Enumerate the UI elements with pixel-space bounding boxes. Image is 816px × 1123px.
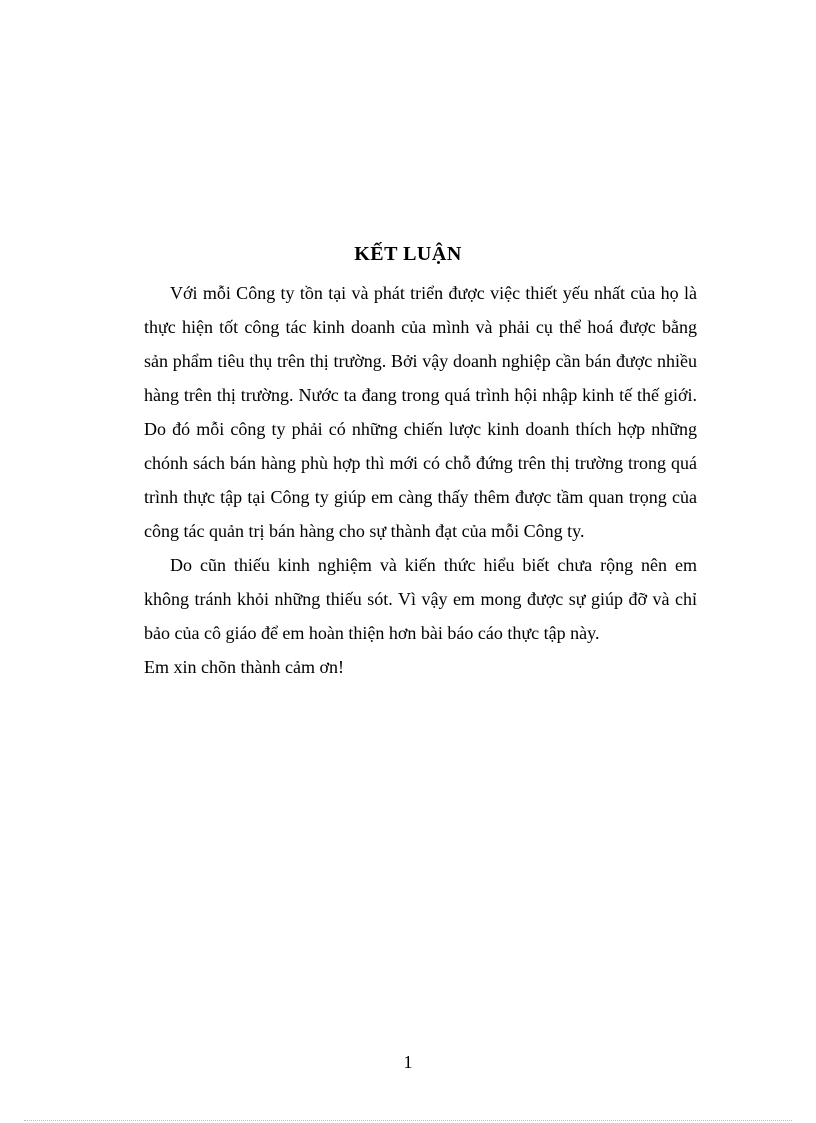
closing-line: Em xin chõn thành cảm ơn! <box>144 657 344 677</box>
page-number: 1 <box>403 1052 413 1072</box>
paragraph-acknowledgement: Do cũn thiếu kinh nghiệm và kiến thức hiểu biết chưa rộng nên em không tránh khỏi những thiếu sót. Vì vậy em mong được sự giúp đỡ và chỉ bảo của cô giáo để em hoàn thiện hơn bài báo cáo thực tập này. <box>144 555 697 643</box>
document-body <box>144 276 697 684</box>
page-title: KẾT LUẬN <box>354 243 462 265</box>
paragraph-conclusion: Với mỗi Công ty tồn tại và phát triển được việc thiết yếu nhất của họ là thực hiện tốt công tác kinh doanh của mình và phải cụ thể hoá được bằng sản phẩm tiêu thụ trên thị trường. Bởi vậy doanh nghiệp cần bán được nhiều hàng trên thị trường. Nước ta đang trong quá trình hội nhập kinh tế thế giới. Do đó mỗi công ty phải có những chiến lược kinh doanh thích hợp những chónh sách bán hàng phù hợp thì mới có chỗ đứng trên thị trường trong quá trình thực tập tại Công ty giúp em càng thấy thêm được tầm quan trọng của công tác quản trị bán hàng cho sự thành đạt của mỗi Công ty. <box>144 283 697 541</box>
page-bottom-divider <box>24 1120 792 1121</box>
